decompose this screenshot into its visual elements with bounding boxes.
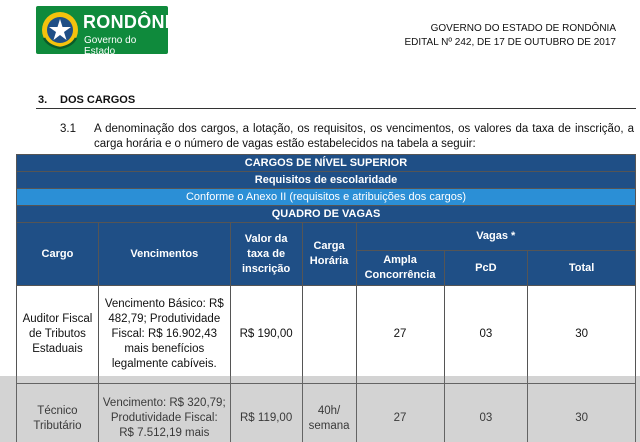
cell-pcd: 03 [444, 286, 528, 384]
cell-carga: 40h/ semana [302, 384, 356, 442]
paragraph-3-1 [60, 122, 634, 152]
logo-subtitle: Governo do Estado [84, 35, 137, 57]
table-row [17, 286, 636, 384]
section-title: DOS CARGOS [60, 94, 136, 106]
cell-total: 30 [528, 384, 636, 442]
band-quadro-vagas: QUADRO DE VAGAS [17, 206, 636, 223]
cell-ampla: 27 [356, 286, 444, 384]
paragraph-text: A denominação dos cargos, a lotação, os requisitos, os vencimentos, os valores da taxa de inscrição, a carga horária e o número de vagas estão estabelecidos na tabela a seguir: [94, 123, 634, 150]
cell-cargo: Auditor Fiscal de Tributos Estaduais [17, 286, 99, 384]
header-pcd: PcD [444, 251, 528, 286]
cell-vencimentos: Vencimento Básico: R$ 482,79; Produtividade Fiscal: R$ 16.902,43 mais benefícios legalmente cabíveis. [98, 286, 230, 384]
cell-cargo: Técnico Tributário [17, 384, 99, 442]
government-line: GOVERNO DO ESTADO DE RONDÔNIA [430, 23, 616, 34]
band-requisitos: Requisitos de escolaridade [17, 172, 636, 189]
section-divider [36, 108, 636, 109]
header-vencimentos: Vencimentos [98, 223, 230, 286]
paragraph-number: 3.1 [60, 123, 76, 135]
rondonia-logo [36, 6, 184, 57]
section-number: 3. [38, 94, 48, 106]
cell-carga [302, 286, 356, 384]
cargos-table [16, 154, 636, 442]
section-heading [38, 94, 135, 106]
cell-ampla: 27 [356, 384, 444, 442]
state-emblem-icon [40, 10, 80, 50]
cell-vencimentos: Vencimento: R$ 320,79; Produtividade Fiscal: R$ 7.512,19 mais [98, 384, 230, 442]
band-nivel-superior: CARGOS DE NÍVEL SUPERIOR [17, 155, 636, 172]
header-carga: Carga Horária [302, 223, 356, 286]
cell-taxa: R$ 190,00 [230, 286, 302, 384]
logo-brand-text: RONDÔNIA [83, 12, 184, 32]
header-cargo: Cargo [17, 223, 99, 286]
header-total: Total [528, 251, 636, 286]
band-anexo-link[interactable]: Conforme o Anexo II (requisitos e atribuições dos cargos) [17, 189, 636, 206]
cell-total: 30 [528, 286, 636, 384]
table-row [17, 384, 636, 442]
edital-line: EDITAL Nº 242, DE 17 DE OUTUBRO DE 2017 [404, 37, 616, 48]
header-vagas: Vagas * [356, 223, 635, 251]
cell-pcd: 03 [444, 384, 528, 442]
header-ampla: Ampla Concorrência [356, 251, 444, 286]
cell-taxa: R$ 119,00 [230, 384, 302, 442]
document-header [404, 22, 616, 50]
header-taxa: Valor da taxa de inscrição [230, 223, 302, 286]
